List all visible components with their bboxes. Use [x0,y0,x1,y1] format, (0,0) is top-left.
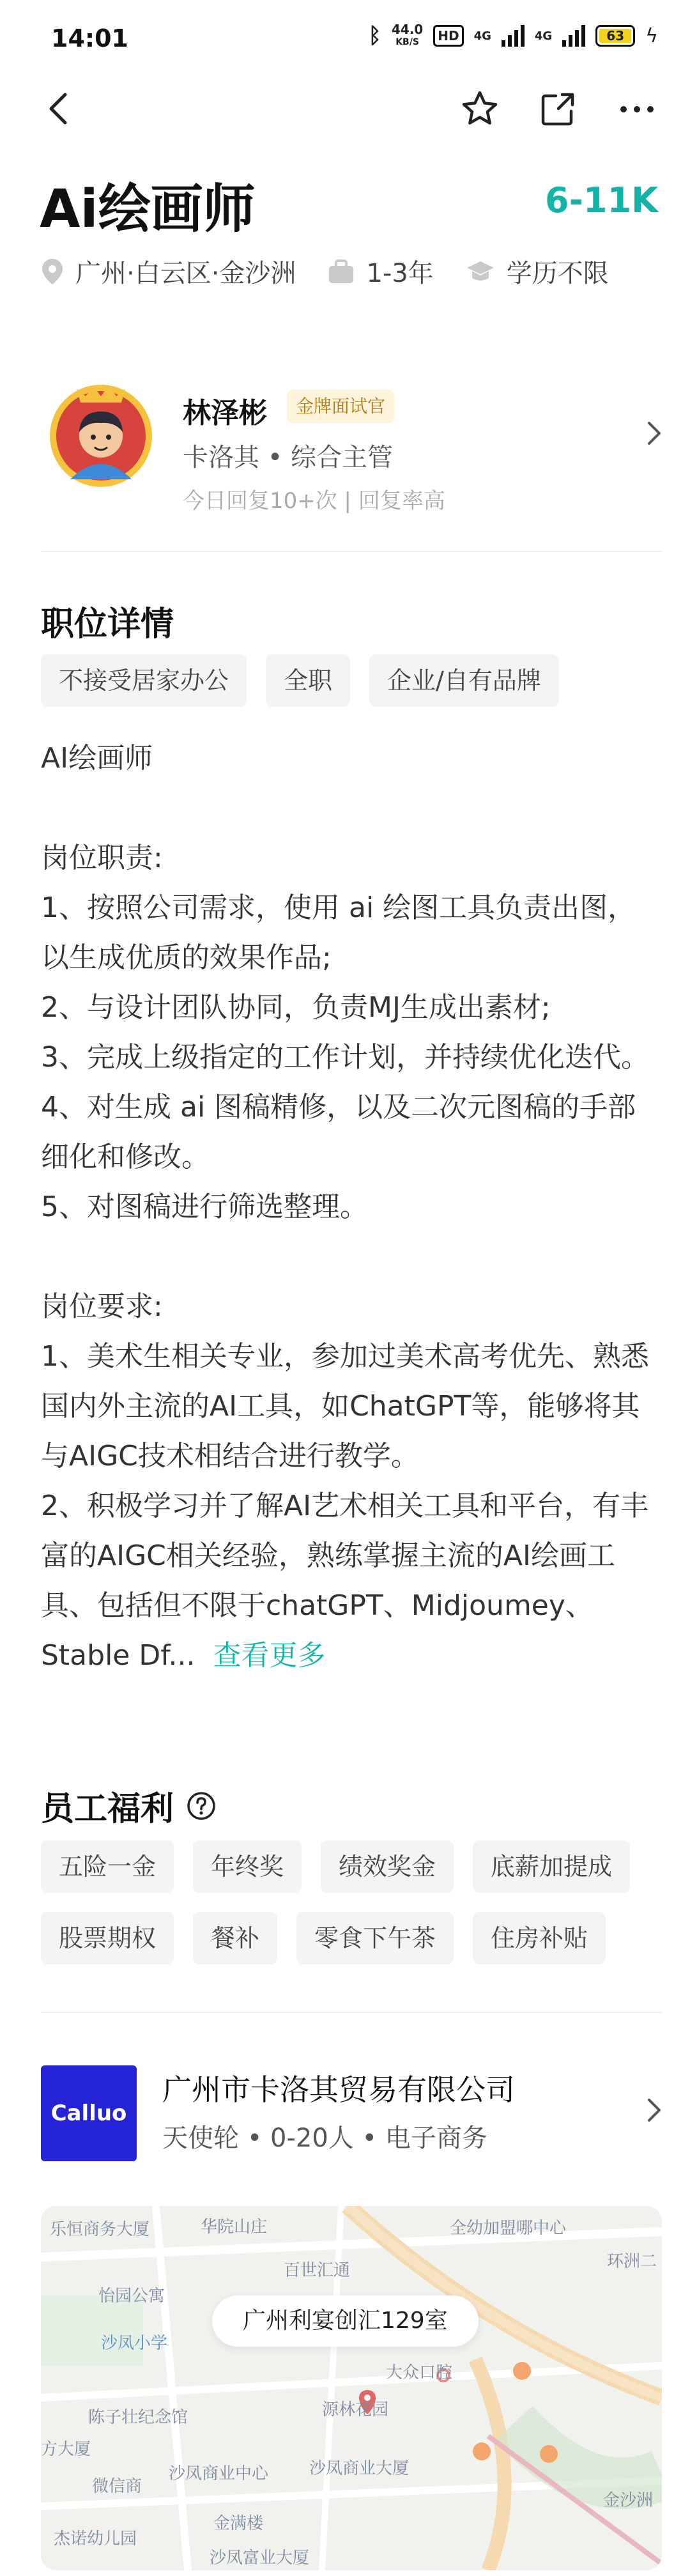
status-time: 14:01 [51,24,128,52]
battery-icon [595,25,635,47]
company-card[interactable] [41,2059,667,2161]
map-label: 大众口腔 [386,2363,453,2382]
job-title: Ai绘画师 [40,179,256,240]
job-tag: 不接受居家办公 [41,654,247,707]
recruiter-name: 林泽彬 [183,397,267,429]
company-meta: 天使轮 • 0-20人 • 电子商务 [162,2124,487,2153]
divider [41,551,662,552]
recruiter-card[interactable] [41,371,667,524]
map-label: 微信商 [92,2477,142,2496]
job-details-title: 职位详情 [41,605,174,644]
job-meta [41,253,641,289]
battery-level: 63 [599,29,631,43]
map-address-pill[interactable]: 广州利宴创汇129室 [212,2295,479,2347]
gold-interviewer-badge: 金牌面试官 [287,390,394,423]
company-logo-text: Calluo [50,2101,127,2126]
bluetooth-icon: ᛒ [368,23,381,49]
signal-label-1: 4G [473,29,491,43]
map-label: 沙凤小学 [101,2334,168,2353]
signal-icon-2 [562,25,585,47]
location-text: 广州·白云区·金沙洲 [75,259,296,288]
job-description [41,734,661,1681]
benefit-tag: 股票期权 [41,1912,174,1964]
signal-label-2: 4G [534,29,553,43]
chevron-right-icon[interactable] [641,2091,667,2129]
signal-icon [502,25,525,47]
benefit-tag: 底薪加提成 [473,1840,630,1893]
recruiter-reply-stats: 今日回复10+次 | 回复率高 [183,488,445,514]
experience-text: 1-3年 [366,259,434,288]
location-item [41,253,296,289]
chevron-right-icon[interactable] [641,414,667,452]
status-bar [0,0,690,77]
map-label: 华院山庄 [201,2217,268,2237]
benefit-tag: 年终奖 [193,1840,302,1893]
help-icon[interactable] [187,1791,216,1821]
benefit-tags [41,1840,667,1964]
education-text: 学历不限 [506,259,609,288]
map-label: 沙凤富业大厦 [210,2549,310,2568]
star-icon[interactable] [459,88,501,130]
more-icon[interactable] [616,88,658,130]
recruiter-role: 卡洛其 • 综合主管 [183,443,394,472]
net-speed: 44.0 KB/S [391,22,424,47]
back-arrow-icon[interactable] [41,89,79,128]
job-tag: 企业/自有品牌 [369,654,559,707]
company-logo[interactable] [41,2065,137,2161]
map-label: 怡园公寓 [98,2287,165,2306]
map-label: 金沙洲 [603,2491,654,2510]
share-icon[interactable] [537,88,579,130]
salary: 6-11K [545,180,658,220]
view-more-link[interactable]: 查看更多 [213,1639,326,1672]
benefit-tag: 住房补贴 [473,1912,606,1964]
benefit-tag: 绩效奖金 [321,1840,454,1893]
map-label: 沙凤商业中心 [169,2464,269,2483]
map-label: 环洲二 [607,2252,657,2271]
map-background [41,2206,662,2570]
location-pin-icon [41,258,64,286]
job-tags [41,654,667,707]
map-label: 方大厦 [41,2440,91,2459]
status-icons [368,23,658,49]
job-description-text: AI绘画师 岗位职责: 1、按照公司需求，使用 ai 绘图工具负责出图，以生成优质的效果作品; 2、与设计团队协同，负责MJ生成出素材; 3、完成上级指定的工作计划，并持续优化迭代。 4、对生成 ai 图稿精修，以及二次元图稿的手部细化和修改。 5、对图稿进行筛选整理。 岗位要求: 1、美术生相关专业，参加过美术高考优先、熟悉国内外主流的AI工具，如ChatGPT等，能够将其与AIGC技术相结合进行教学。 2、积极学习并了解AI艺术相关工具和平台，有丰富的AIGC相关经验，熟练掌握主流的AI绘画工具、包括但不限于chatGPT、Midjoumey、Stable Df... [41,742,649,1672]
map-label: 沙凤商业大厦 [309,2459,410,2478]
education-item [466,253,609,289]
map-label: 乐恒商务大厦 [50,2220,150,2239]
benefits-title-text: 员工福利 [41,1790,174,1828]
map-label: 杰诺幼儿园 [54,2529,137,2549]
map-label: 金满楼 [213,2514,264,2533]
map-label: 百世汇通 [284,2261,351,2280]
benefit-tag: 餐补 [193,1912,277,1964]
briefcase-icon [328,259,355,284]
benefits-title [41,1782,216,1830]
top-nav [0,70,690,147]
hd-badge: HD [433,25,463,47]
map-label: 全幼加盟哪中心 [450,2219,567,2238]
map-label: 陈子壮纪念馆 [88,2408,188,2427]
location-map[interactable] [41,2206,662,2570]
experience-item [328,253,433,289]
job-tag: 全职 [266,654,350,707]
recruiter-avatar[interactable] [45,377,157,490]
divider [41,2012,662,2013]
benefit-tag: 五险一金 [41,1840,174,1893]
benefit-tag: 零食下午茶 [296,1912,454,1964]
company-name: 广州市卡洛其贸易有限公司 [162,2072,515,2107]
graduation-cap-icon [466,259,495,284]
map-label: 源林花园 [322,2400,389,2419]
charging-icon: ϟ [645,24,658,47]
